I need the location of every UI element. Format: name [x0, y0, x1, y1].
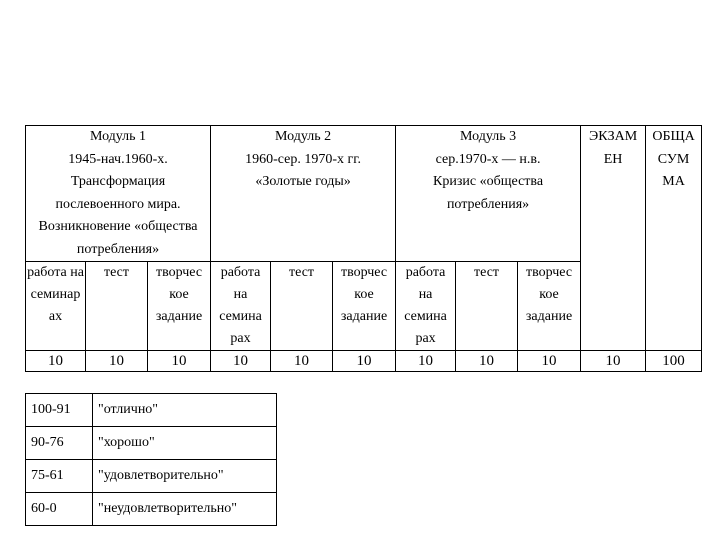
grading-row: [26, 493, 277, 526]
score-cell: 10: [456, 351, 518, 372]
module-title: Модуль 2: [275, 129, 332, 144]
grading-row: [26, 460, 277, 493]
score-cell: 10: [271, 351, 333, 372]
grade-label: "неудовлетворительно": [93, 493, 277, 526]
module-title: Модуль 1: [89, 129, 147, 144]
activity-header: творчес кое задание: [333, 262, 396, 351]
score-cell: 10: [211, 351, 271, 372]
module-period: 1960-сер. 1970-х гг.: [245, 151, 361, 167]
exam-header: ЭКЗАМ ЕН: [581, 126, 646, 351]
grade-range: 75-61: [26, 460, 93, 493]
activity-header: работа на семина рах: [211, 262, 271, 351]
grade-range: 90-76: [26, 427, 93, 460]
activity-header: работа на семинар ах: [26, 262, 86, 351]
total-header: ОБЩА СУМ МА: [646, 126, 702, 351]
score-cell: 10: [396, 351, 456, 372]
activity-header: тест: [271, 262, 333, 351]
grade-label: "отлично": [93, 394, 277, 427]
exam-score-cell: 10: [581, 351, 646, 372]
module-1-header: [26, 126, 211, 262]
grade-label: "хорошо": [93, 427, 277, 460]
module-period: сер.1970-х — н.в.: [435, 151, 541, 167]
activity-header: работа на семина рах: [396, 262, 456, 351]
activity-header: творчес кое задание: [148, 262, 211, 351]
scores-row: [26, 351, 702, 372]
module-3-header: [396, 126, 581, 262]
score-cell: 10: [26, 351, 86, 372]
score-cell: 10: [86, 351, 148, 372]
module-theme: «Золотые годы»: [255, 174, 351, 189]
module-title: Модуль 3: [460, 129, 517, 144]
grade-range: 100-91: [26, 394, 93, 427]
module-period: 1945-нач.1960-х.: [68, 151, 168, 167]
score-cell: 10: [148, 351, 211, 372]
grade-label: "удовлетворительно": [93, 460, 277, 493]
activity-header: тест: [456, 262, 518, 351]
grading-row: [26, 394, 277, 427]
score-table: [25, 125, 702, 372]
total-score-cell: 100: [646, 351, 702, 372]
activity-header: творчес кое задание: [518, 262, 581, 351]
activity-header: тест: [86, 262, 148, 351]
grading-table: [25, 393, 277, 526]
score-cell: 10: [518, 351, 581, 372]
module-theme: Кризис «общества потребления»: [433, 174, 544, 212]
grade-range: 60-0: [26, 493, 93, 526]
score-cell: 10: [333, 351, 396, 372]
grading-row: [26, 427, 277, 460]
module-2-header: [211, 126, 396, 262]
module-header-row: [26, 126, 702, 262]
module-theme: Трансформация послевоенного мира. Возникновение «общества потребления»: [38, 174, 198, 257]
